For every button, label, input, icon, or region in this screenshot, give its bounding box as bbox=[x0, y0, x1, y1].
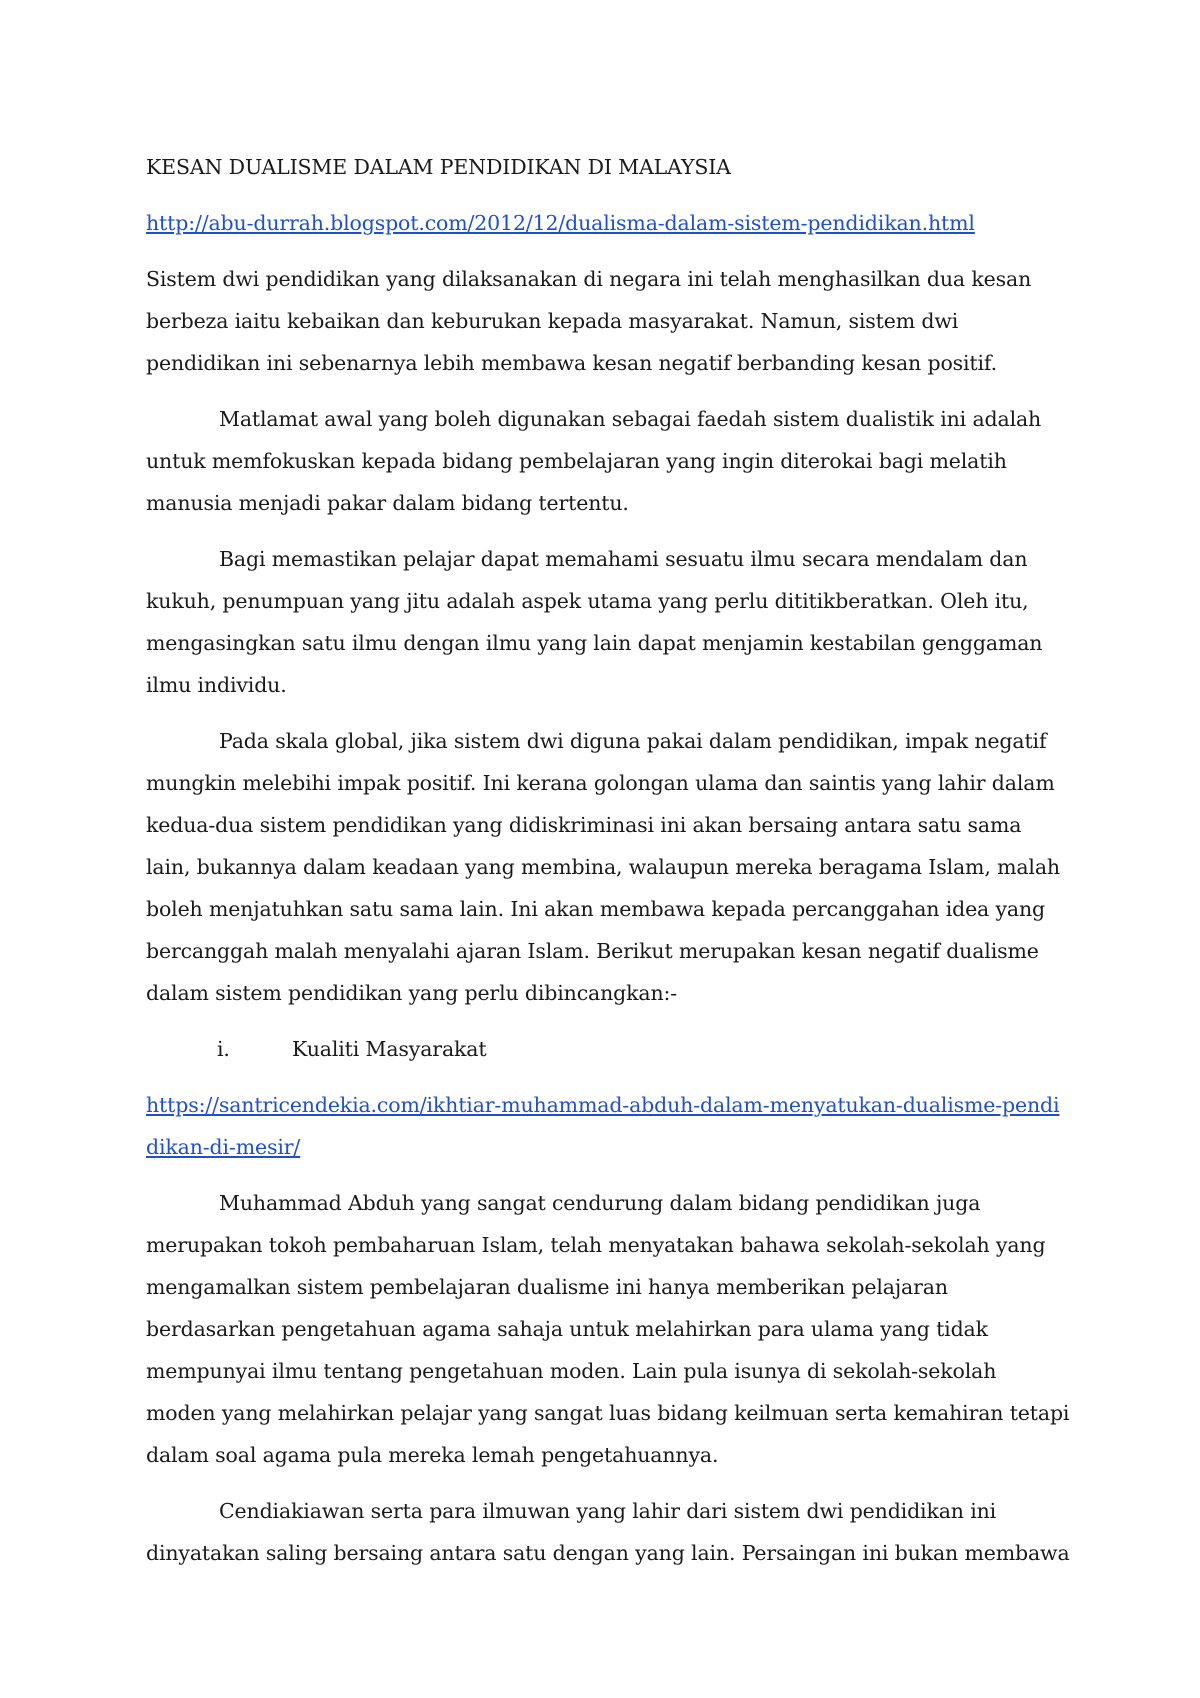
paragraph-bagi-memastikan: Bagi memastikan pelajar dapat memahami sesuatu ilmu secara mendalam dan kukuh, penumpuan yang jitu adalah aspek utama yang perlu dititikberatkan. Oleh itu, mengasingkan satu ilmu dengan ilmu yang lain dapat menjamin kestabilan genggaman ilmu individu. bbox=[146, 547, 1043, 697]
source-link-paragraph bbox=[146, 202, 1070, 244]
document-body bbox=[146, 146, 1070, 1588]
document-title: KESAN DUALISME DALAM PENDIDIKAN DI MALAYSIA bbox=[146, 155, 731, 179]
paragraph-intro: Sistem dwi pendidikan yang dilaksanakan di negara ini telah menghasilkan dua kesan berbeza iaitu kebaikan dan keburukan kepada masyarakat. Namun, sistem dwi pendidikan ini sebenarnya lebih membawa kesan negatif berbanding kesan positif. bbox=[146, 267, 1032, 375]
list-item-kualiti-masyarakat bbox=[146, 1028, 1070, 1070]
paragraph-cendiakiawan: Cendiakiawan serta para ilmuwan yang lahir dari sistem dwi pendidikan ini dinyatakan saling bersaing antara satu dengan yang lain. Persaingan ini bukan membawa bbox=[146, 1499, 1070, 1565]
source-link-santricendekia[interactable]: https://santricendekia.com/ikhtiar-muhammad-abduh-dalam-menyatukan-dualisme-pendidikan-di-mesir/ bbox=[146, 1093, 1060, 1159]
paragraph-muhammad-abduh: Muhammad Abduh yang sangat cendurung dalam bidang pendidikan juga merupakan tokoh pembaharuan Islam, telah menyatakan bahawa sekolah-sekolah yang mengamalkan sistem pembelajaran dualisme ini hanya memberikan pelajaran berdasarkan pengetahuan agama sahaja untuk melahirkan para ulama yang tidak mempunyai ilmu tentang pengetahuan moden. Lain pula isunya di sekolah-sekolah moden yang melahirkan pelajar yang sangat luas bidang keilmuan serta kemahiran tetapi dalam soal agama pula mereka lemah pengetahuannya. bbox=[146, 1191, 1070, 1467]
paragraph-skala-global: Pada skala global, jika sistem dwi diguna pakai dalam pendidikan, impak negatif mungkin melebihi impak positif. Ini kerana golongan ulama dan saintis yang lahir dalam kedua-dua sistem pendidikan yang didiskriminasi ini akan bersaing antara satu sama lain, bukannya dalam keadaan yang membina, walaupun mereka beragama Islam, malah boleh menjatuhkan satu sama lain. Ini akan membawa kepada percanggahan idea yang bercanggah malah menyalahi ajaran Islam. Berikut merupakan kesan negatif dualisme dalam sistem pendidikan yang perlu dibincangkan:- bbox=[146, 729, 1060, 1005]
source-link-abu-durrah[interactable]: http://abu-durrah.blogspot.com/2012/12/dualisma-dalam-sistem-pendidikan.html bbox=[146, 211, 975, 235]
list-item-label: Kualiti Masyarakat bbox=[292, 1037, 487, 1061]
paragraph-matlamat: Matlamat awal yang boleh digunakan sebagai faedah sistem dualistik ini adalah untuk memfokuskan kepada bidang pembelajaran yang ingin diterokai bagi melatih manusia menjadi pakar dalam bidang tertentu. bbox=[146, 407, 1042, 515]
source-link-paragraph-2 bbox=[146, 1084, 1070, 1168]
list-item-number: i. bbox=[217, 1037, 230, 1061]
